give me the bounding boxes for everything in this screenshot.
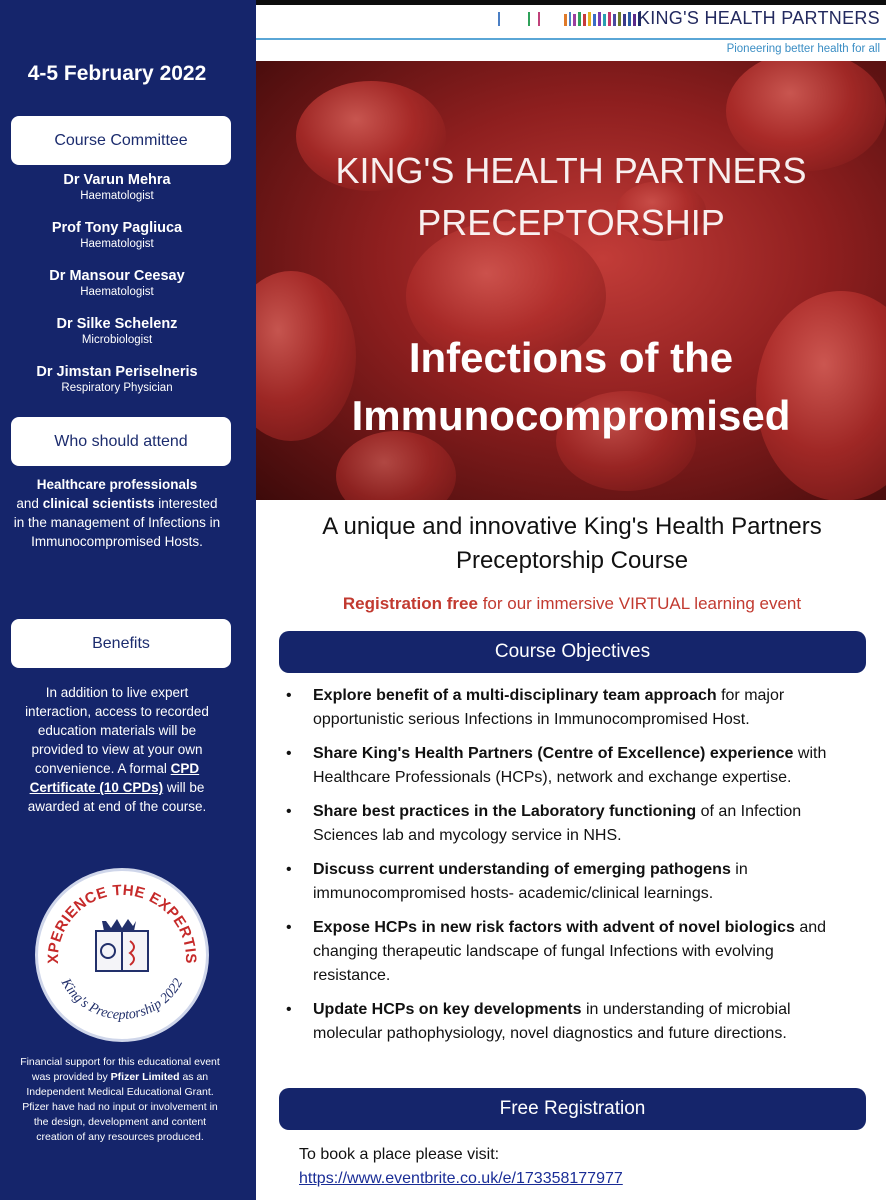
objective-bold: Discuss current understanding of emerging pathogens: [313, 861, 731, 878]
list-item: [286, 684, 842, 732]
header-divider: [256, 38, 886, 40]
member-name: Dr Jimstan Periselneris: [36, 364, 198, 380]
objective-bold: Share best practices in the Laboratory functioning: [313, 803, 697, 820]
financial-sponsor: Pfizer Limited: [110, 1071, 180, 1083]
registration-free: Registration free: [342, 594, 478, 613]
member-role: Haematologist: [80, 286, 154, 298]
hero-banner: [256, 61, 886, 500]
attend-bold-1: Healthcare professionals: [36, 477, 198, 492]
objectives-list: [286, 684, 842, 1056]
benefits-description: [12, 683, 222, 816]
objective-text: in immunocompromised hosts- academic/clinical learnings.: [313, 861, 748, 902]
cpd-certificate: CPD Certificate (10 CPDs): [29, 761, 200, 795]
member-role: Haematologist: [80, 238, 154, 250]
objective-bold: Update HCPs on key developments: [313, 1001, 582, 1018]
attend-description: [12, 475, 222, 551]
booking-instruction: To book a place please visit:: [299, 1146, 500, 1163]
member-role: Microbiologist: [81, 334, 153, 346]
badge-top-text: XPERIENCE THE EXPERTIS: [44, 881, 200, 964]
committee-member: [0, 219, 234, 252]
svg-text:King's Preceptorship 2022: [57, 975, 186, 1023]
member-name: Dr Varun Mehra: [63, 172, 171, 188]
brand-mark-icon: [498, 10, 646, 30]
hero-course-title: [256, 329, 886, 445]
attend-bold-2: clinical scientists: [42, 496, 155, 511]
subtitle-line-1: A unique and innovative King's Health Partners: [322, 513, 822, 540]
badge-emblem-icon: [38, 871, 206, 1039]
list-item: [286, 998, 842, 1046]
objective-text: in understanding of microbial molecular pathophysiology, novel diagnostics and future directions.: [313, 1001, 791, 1042]
committee-member: [0, 363, 234, 396]
who-should-attend-heading: Who should attend: [11, 417, 231, 466]
event-date: 4-5 February 2022: [27, 62, 207, 85]
objective-text: of an Infection Sciences lab and mycology service in NHS.: [313, 803, 802, 844]
financial-text-1: Financial support for this educational event was provided by: [20, 1056, 220, 1083]
subtitle-line-2: Preceptorship Course: [455, 547, 689, 574]
objective-bold: Explore benefit of a multi-disciplinary team approach: [313, 687, 717, 704]
hero-title-1: Infections of the: [408, 334, 734, 381]
objective-text: with Healthcare Professionals (HCPs), network and exchange expertise.: [313, 745, 827, 786]
objective-bold: Share King's Health Partners (Centre of Excellence) experience: [313, 745, 794, 762]
brand-name: KING'S HEALTH PARTNERS: [637, 8, 880, 28]
member-name: Prof Tony Pagliuca: [51, 220, 183, 236]
list-item: [286, 742, 842, 790]
member-name: Dr Silke Schelenz: [56, 316, 178, 332]
hero-line-2: PRECEPTORSHIP: [417, 202, 725, 243]
committee-member: [0, 315, 234, 348]
financial-support-note: [14, 1055, 226, 1145]
registration-note: [272, 594, 872, 614]
course-subtitle: [272, 510, 872, 578]
list-item: [286, 916, 842, 988]
member-role: Haematologist: [80, 190, 154, 202]
financial-text-2: as an Independent Medical Educational Grant. Pfizer have had no input or involvement in the design, development and content creation of any resources produced.: [22, 1071, 218, 1143]
attend-rest: interested in the management of Infections in Immunocompromised Hosts.: [13, 496, 221, 549]
member-name: Dr Mansour Ceesay: [49, 268, 185, 284]
sidebar: [0, 0, 256, 1200]
objective-bold: Expose HCPs in new risk factors with advent of novel biologics: [313, 919, 795, 936]
committee-member: [0, 267, 234, 300]
course-objectives-heading: Course Objectives: [279, 631, 866, 673]
top-bar: [256, 0, 886, 5]
hero-line-1: KING'S HEALTH PARTNERS: [335, 150, 807, 191]
hero-title-2: Immunocompromised: [351, 392, 791, 439]
benefits-heading: Benefits: [11, 619, 231, 668]
benefits-text-1: In addition to live expert interaction, access to recorded education materials will be provided to view at your own convenience. A formal: [25, 685, 209, 776]
list-item: [286, 800, 842, 848]
course-committee-heading: Course Committee: [11, 116, 231, 165]
benefits-text-2: will be awarded at end of the course.: [27, 780, 207, 814]
committee-member: [0, 171, 234, 204]
objective-text: and changing therapeutic landscape of fungal Infections with evolving resistance.: [313, 919, 827, 984]
objective-text: for major opportunistic serious Infections in Immunocompromised Host.: [313, 687, 785, 728]
registration-rest: for our immersive VIRTUAL learning event: [482, 594, 802, 613]
list-item: [286, 858, 842, 906]
hero-program-title: [256, 145, 886, 249]
attend-and: and: [16, 496, 39, 511]
member-role: Respiratory Physician: [61, 382, 173, 394]
brand-tagline: Pioneering better health for all: [726, 43, 880, 55]
badge-bottom-text: King's Preceptorship 2022: [57, 976, 187, 1024]
eventbrite-link[interactable]: https://www.eventbrite.co.uk/e/173358177977: [299, 1170, 623, 1187]
preceptorship-badge: [35, 868, 209, 1042]
free-registration-heading: Free Registration: [279, 1088, 866, 1130]
